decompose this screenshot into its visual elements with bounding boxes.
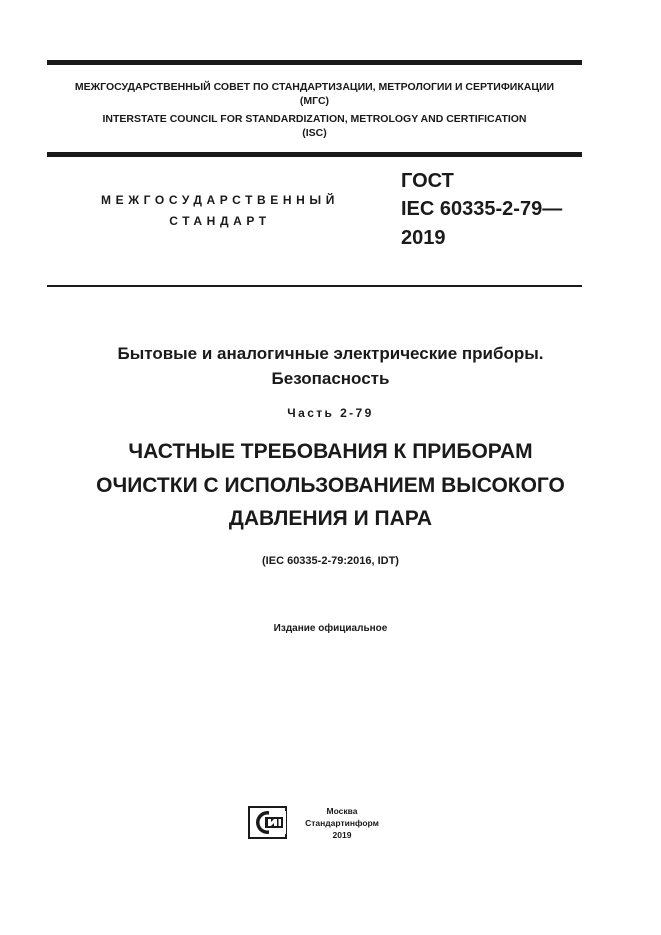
document-title: Бытовые и аналогичные электрические приборы. (117, 344, 544, 363)
top-divider (47, 60, 582, 65)
standartinform-logo-icon (248, 806, 287, 839)
publisher-city: Москва (326, 806, 358, 816)
publisher-name: Стандартинформ (305, 818, 379, 828)
council-name-en-line: INTERSTATE COUNCIL FOR STANDARDIZATION, METROLOGY AND CERTIFICATION (102, 113, 527, 125)
publication-year: 2019 (332, 830, 352, 840)
gost-designation-number: IEC 60335-2-79— (401, 198, 563, 220)
part-number: Часть 2-79 (287, 406, 374, 420)
middle-divider (47, 152, 582, 157)
gost-designation-prefix: ГОСТ (401, 170, 454, 192)
council-name-ru (47, 80, 582, 108)
edition-note: Издание официальное (273, 623, 388, 634)
council-abbrev-ru: (МГС) (299, 95, 330, 107)
council-name-ru-line: МЕЖГОСУДАРСТВЕННЫЙ СОВЕТ ПО СТАНДАРТИЗАЦИИ, МЕТРОЛОГИИ И СЕРТИФИКАЦИИ (74, 81, 555, 93)
document-title-line-2: Безопасность (271, 369, 390, 388)
bottom-divider (47, 285, 582, 287)
document-subtitle-line-2: ОЧИСТКИ С ИСПОЛЬЗОВАНИЕМ ВЫСОКОГО (96, 474, 565, 497)
standard-type-label-2: СТАНДАРТ (169, 214, 271, 228)
council-abbrev-en: (ISC) (302, 127, 327, 139)
gost-designation-year: 2019 (401, 227, 446, 249)
standard-type-label: МЕЖГОСУДАРСТВЕННЫЙ (101, 193, 339, 207)
document-subtitle-line-3: ДАВЛЕНИЯ И ПАРА (228, 507, 433, 530)
iec-reference: (IEC 60335-2-79:2016, IDT) (262, 555, 399, 567)
document-subtitle: ЧАСТНЫЕ ТРЕБОВАНИЯ К ПРИБОРАМ (128, 440, 533, 463)
council-name-en (47, 112, 582, 140)
